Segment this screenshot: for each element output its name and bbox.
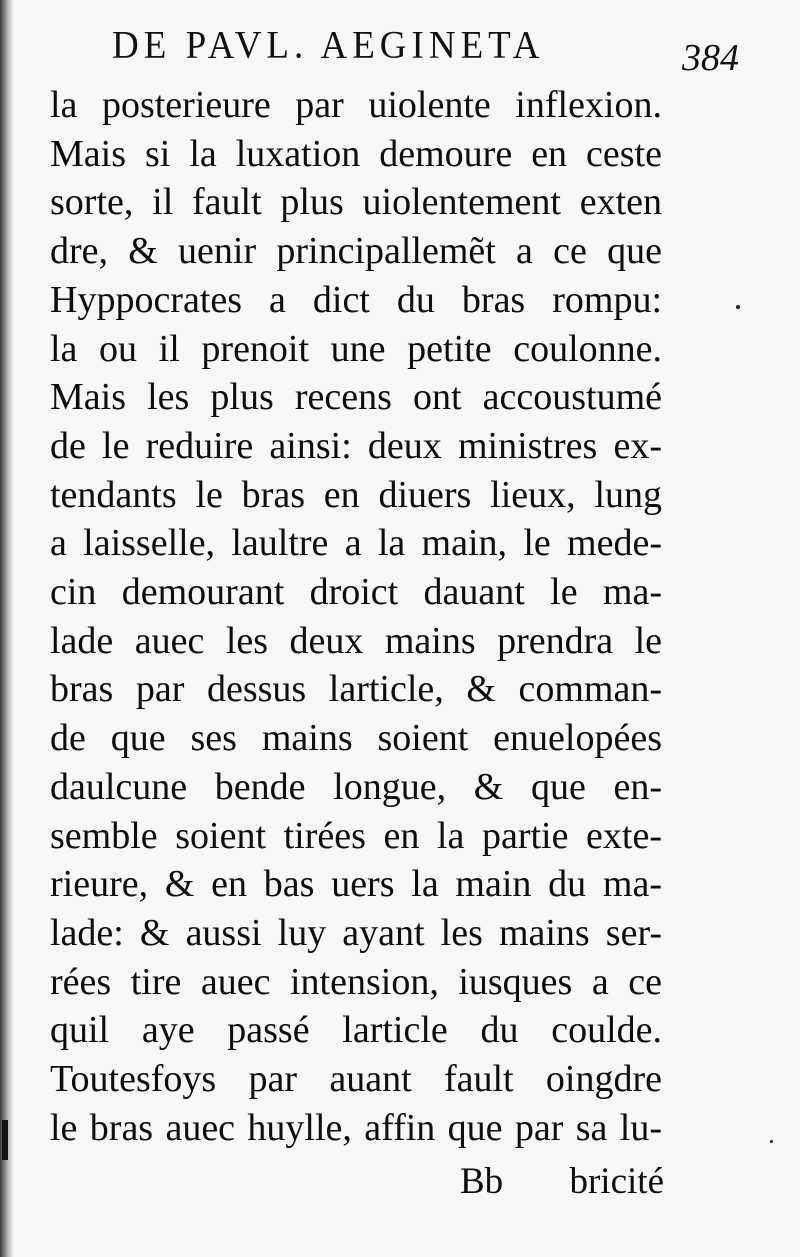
catchword: bricité <box>569 1161 664 1202</box>
text-line: tendants le bras en diuers lieux, lung <box>50 473 662 516</box>
ink-speck <box>770 1140 773 1143</box>
text-line: lade: & aussi luy ayant les mains ser- <box>50 911 662 954</box>
text-line: la posterieure par uiolente inflexion. <box>50 84 662 126</box>
text-line: bras par dessus larticle, & comman- <box>50 668 662 711</box>
text-line: sorte, il fault plus uiolentement exten <box>50 181 662 224</box>
text-line: rieure, & en bas uers la main du ma- <box>50 863 662 906</box>
text-line: le bras auec huylle, affin que par sa lu- <box>50 1106 662 1149</box>
text-line: lade auec les deux mains prendra le <box>50 619 662 662</box>
text-line: de le reduire ainsi: deux ministres ex- <box>50 424 662 467</box>
running-title: DE PAVL. AEGINETA <box>112 23 545 68</box>
binding-shadow <box>0 0 14 1257</box>
text-line: de que ses mains soient enuelopées <box>50 717 662 760</box>
text-line: semble soient tirées en la partie exte- <box>50 814 662 857</box>
page-footer <box>460 1160 670 1210</box>
text-line: dre, & uenir principallemẽt a ce que <box>50 230 662 273</box>
text-line: la ou il prenoit une petite coulonne. <box>50 327 662 370</box>
ink-speck <box>736 305 740 309</box>
text-line: Mais les plus recens ont accoustumé <box>50 376 662 419</box>
page-header <box>112 20 752 80</box>
text-line: cin demourant droict dauant le ma- <box>50 571 662 613</box>
text-line: a laisselle, laultre a la main, le mede- <box>50 522 662 565</box>
text-line: quil aye passé larticle du coulde. <box>50 1009 662 1052</box>
binding-mark <box>2 1120 8 1160</box>
text-line: Hyppocrates a dict du bras rompu: <box>50 278 662 321</box>
text-line: rées tire auec intension, iusques a ce <box>50 960 662 1003</box>
page-number: 384 <box>682 37 739 79</box>
text-line: Toutesfoys par auant fault oingdre <box>50 1058 662 1100</box>
text-line: Mais si la luxation demoure en ceste <box>50 132 662 175</box>
text-line: daulcune bende longue, & que en- <box>50 765 662 808</box>
signature-mark: Bb <box>460 1161 504 1202</box>
